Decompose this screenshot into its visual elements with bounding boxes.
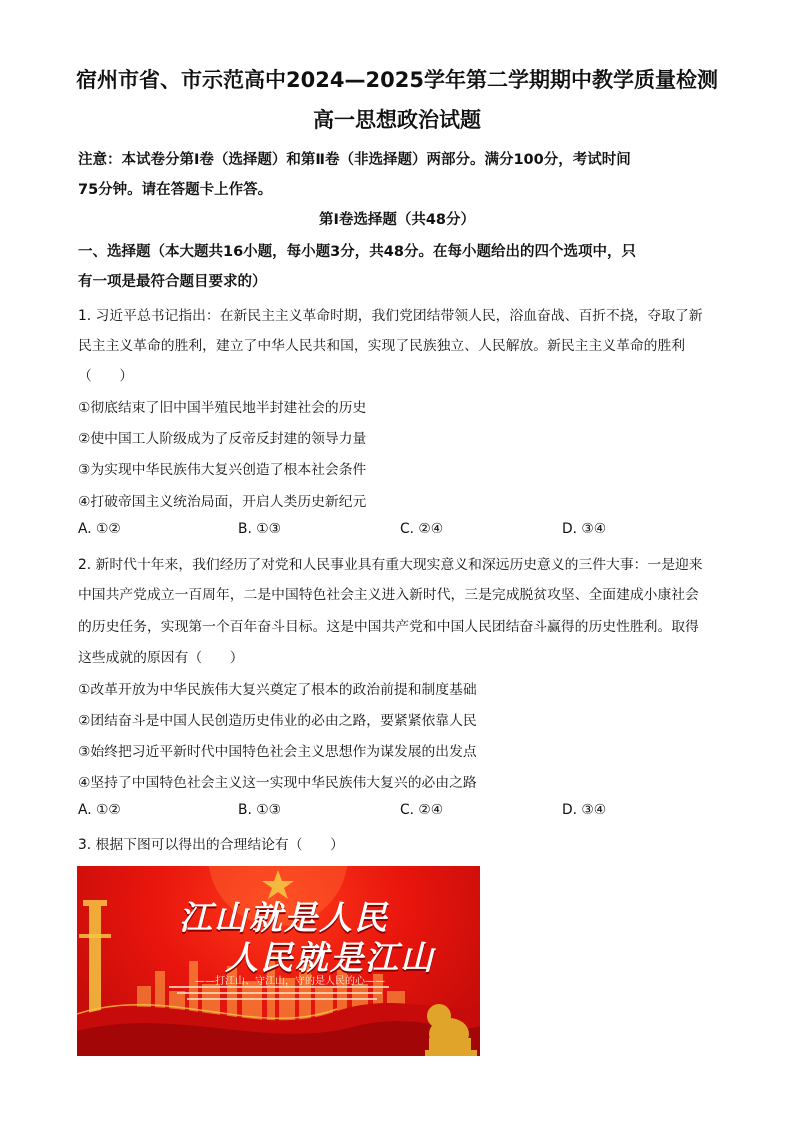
- q3-stem: 3. 根据下图可以得出的合理结论有（ ）: [78, 837, 344, 853]
- q1-option-c: C. ②④: [400, 521, 444, 537]
- notice-line-1: 注意：本试卷分第Ⅰ卷（选择题）和第Ⅱ卷（非选择题）两部分。满分100分，考试时间: [78, 152, 631, 168]
- q2-stem-2: 中国共产党成立一百周年，二是中国特色社会主义进入新时代，三是完成脱贫攻坚、全面建成小康社会: [78, 587, 699, 603]
- q1-option-d: D. ③④: [562, 521, 607, 537]
- poster-slogan-2: 人民就是江山: [225, 938, 435, 977]
- q2-statement-2: ②团结奋斗是中国人民创造历史伟业的必由之路，要紧紧依靠人民: [78, 713, 477, 729]
- q1-stem-1: 1. 习近平总书记指出：在新民主主义革命时期，我们党团结带领人民，浴血奋战、百折不挠，夺取了新: [78, 308, 703, 324]
- q1-statement-2: ②使中国工人阶级成为了反帝反封建的领导力量: [78, 431, 367, 447]
- exam-title: 宿州市省、市示范高中2024—2025学年第二学期期中教学质量检测: [76, 68, 718, 92]
- q2-option-b: B. ①③: [238, 802, 281, 818]
- q3-poster-image: [77, 866, 480, 1056]
- q2-stem-3: 的历史任务，实现第一个百年奋斗目标。这是中国共产党和中国人民团结奋斗赢得的历史性胜利。取得: [78, 619, 699, 635]
- q1-statement-1: ①彻底结束了旧中国半殖民地半封建社会的历史: [78, 400, 367, 416]
- q2-stem-4: 这些成就的原因有（ ）: [78, 650, 244, 666]
- q1-stem-3: （ ）: [78, 368, 134, 384]
- q2-statement-4: ④坚持了中国特色社会主义这一实现中华民族伟大复兴的必由之路: [78, 775, 477, 791]
- q2-stem-1: 2. 新时代十年来，我们经历了对党和人民事业具有重大现实意义和深远历史意义的三件大事：一是迎来: [78, 557, 703, 573]
- q2-statement-3: ③始终把习近平新时代中国特色社会主义思想作为谋发展的出发点: [78, 744, 477, 760]
- exam-subtitle: 高一思想政治试题: [313, 108, 481, 132]
- q1-stem-2: 民主主义革命的胜利，建立了中华人民共和国，实现了民族独立、人民解放。新民主主义革命的胜利: [78, 338, 686, 354]
- poster-tagline: ——打江山、守江山，守的是人民的心——: [195, 976, 385, 987]
- q1-option-b: B. ①③: [238, 521, 281, 537]
- q2-option-d: D. ③④: [562, 802, 607, 818]
- q2-statement-1: ①改革开放为中华民族伟大复兴奠定了根本的政治前提和制度基础: [78, 682, 477, 698]
- poster-slogan-1: 江山就是人民: [179, 898, 389, 937]
- q1-statement-4: ④打破帝国主义统治局面，开启人类历史新纪元: [78, 494, 367, 510]
- notice-line-2: 75分钟。请在答题卡上作答。: [78, 182, 273, 198]
- section-instruction-1: 一、选择题（本大题共16小题，每小题3分，共48分。在每小题给出的四个选项中，只: [78, 244, 636, 260]
- q1-option-a: A. ①②: [78, 521, 121, 537]
- q2-option-a: A. ①②: [78, 802, 121, 818]
- q1-statement-3: ③为实现中华民族伟大复兴创造了根本社会条件: [78, 462, 367, 478]
- section-title: 第Ⅰ卷选择题（共48分）: [318, 212, 476, 228]
- section-instruction-2: 有一项是最符合题目要求的）: [78, 274, 267, 290]
- q2-option-c: C. ②④: [400, 802, 444, 818]
